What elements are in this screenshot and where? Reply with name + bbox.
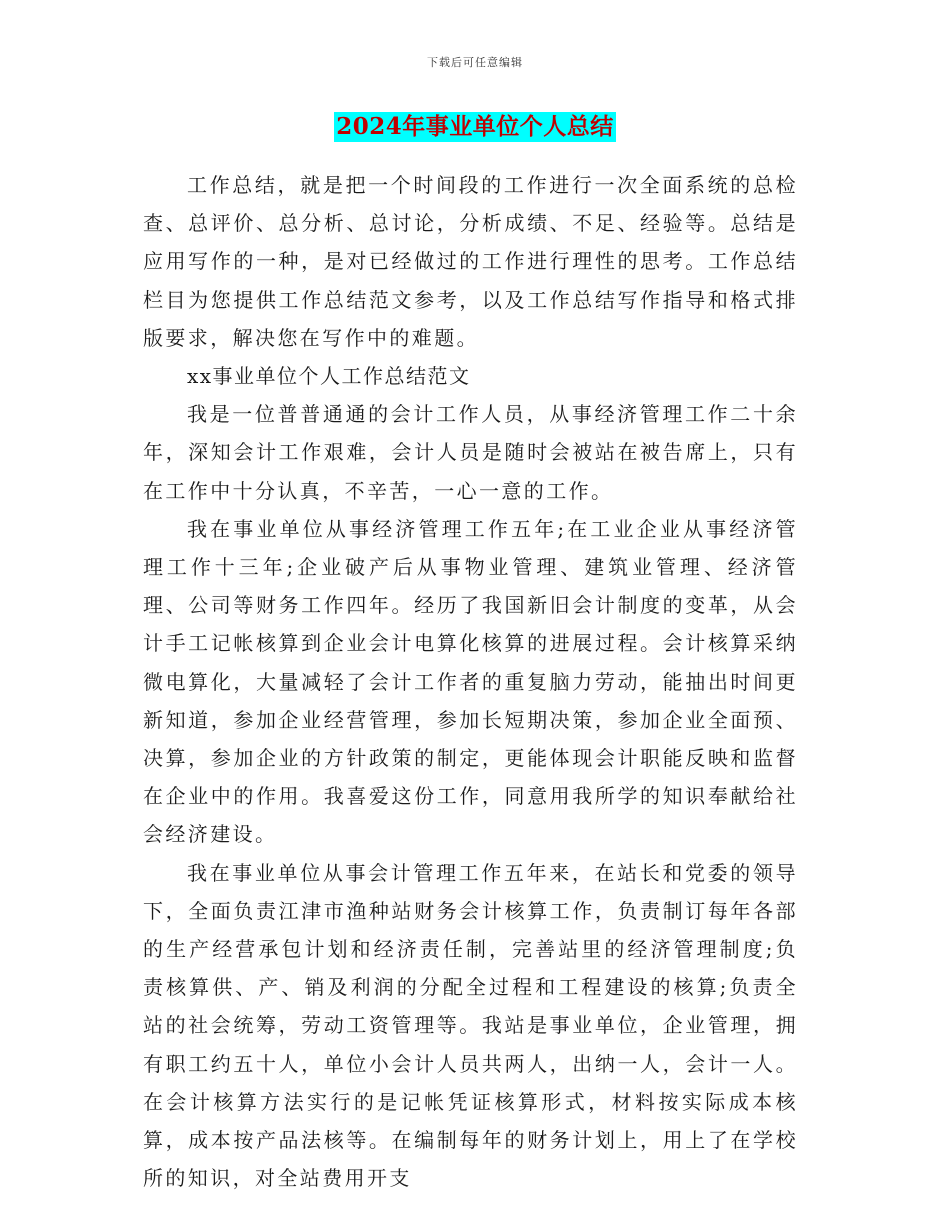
paragraph-2: 我在事业单位从事经济管理工作五年;在工业企业从事经济管理工作十三年;企业破产后从事物业管理、建筑业管理、经济管理、公司等财务工作四年。经历了我国新旧会计制度的变革，从会计手工记帐核算到企业会计电算化核算的进展过程。会计核算采纳微电算化，大量减轻了会计工作者的重复脑力劳动，能抽出时间更新知道，参加企业经营管理，参加长短期决策，参加企业全面预、决算，参加企业的方针政策的制定，更能体现会计职能反映和监督在企业中的作用。我喜爱这份工作，同意用我所学的知识奉献给社会经济建设。 [143,516,798,847]
paragraph-3: 我在事业单位从事会计管理工作五年来，在站长和党委的领导下，全面负责江津市渔种站财务会计核算工作，负责制订每年各部的生产经营承包计划和经济责任制，完善站里的经济管理制度;负责核算供、产、销及利润的分配全过程和工程建设的核算;负责全站的社会统筹，劳动工资管理等。我站是事业单位，企业管理，拥有职工约五十人，单位小会计人员共两人，出纳一人，会计一人。在会计核算方法实行的是记帐凭证核算形式，材料按实际成本核算，成本按产品法核等。在编制每年的财务计划上，用上了在学校所的知识，对全站费用开支 [143,860,798,1191]
paragraph-intro: 工作总结，就是把一个时间段的工作进行一次全面系统的总检查、总评价、总分析、总讨论，分析成绩、不足、经验等。总结是应用写作的一种，是对已经做过的工作进行理性的思考。工作总结栏目为您提供工作总结范文参考，以及工作总结写作指导和格式排版要求，解决您在写作中的难题。 [143,173,798,350]
paragraph-1: 我是一位普普通通的会计工作人员，从事经济管理工作二十余年，深知会计工作艰难，会计人员是随时会被站在被告席上，只有在工作中十分认真，不辛苦，一心一意的工作。 [143,402,798,503]
header-note: 下载后可任意编辑 [427,56,523,69]
paragraph-subheading: xx事业单位个人工作总结范文 [187,364,471,389]
title-container [0,112,950,142]
document-body [143,166,798,1197]
document-title: 2024年事业单位个人总结 [336,113,614,140]
